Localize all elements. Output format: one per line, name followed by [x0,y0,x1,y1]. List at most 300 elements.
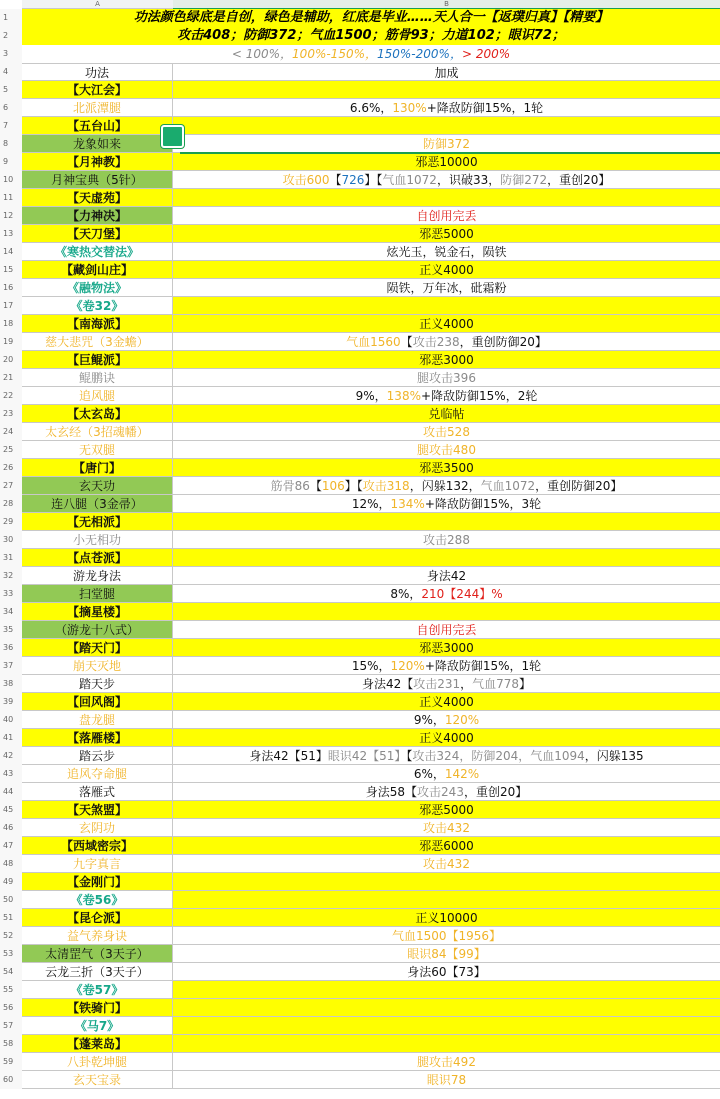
skill-cell[interactable]: 【大江会】 [22,81,173,99]
skill-cell[interactable]: 《卷56》 [22,891,173,909]
skill-cell[interactable]: 【铁骑门】 [22,999,173,1017]
bonus-text: 邪恶5000 [419,227,474,241]
skill-cell[interactable]: 【金刚门】 [22,873,173,891]
bonus-cell[interactable] [173,441,720,459]
bonus-text: 气血1500【1956】 [391,929,502,943]
bonus-text: ， [460,677,473,691]
row-number[interactable]: 37 [0,657,22,675]
sheet-row [0,27,720,45]
skill-cell[interactable]: 玄阴功 [22,819,173,837]
bonus-text: +降敌防御15%，3轮 [424,497,542,511]
table-row [0,135,720,153]
row-number[interactable]: 34 [0,603,22,621]
row-number[interactable]: 31 [0,549,22,567]
row-number[interactable]: 39 [0,693,22,711]
bonus-cell[interactable] [173,693,720,711]
bonus-text: ，识破33， [436,173,501,187]
bonus-text: ，重创防御20】 [459,335,547,349]
row-number[interactable]: 47 [0,837,22,855]
bonus-text: +降敌防御15%，1轮 [426,101,544,115]
bonus-text: 腿攻击492 [417,1055,476,1069]
bonus-text: 邪恶5000 [419,803,474,817]
row-number[interactable]: 7 [0,117,22,135]
bonus-text: 9%， [413,713,445,727]
row-number[interactable]: 49 [0,873,22,891]
table-row [0,405,720,423]
skill-cell[interactable]: 【天刀堡】 [22,225,173,243]
row-number[interactable]: 20 [0,351,22,369]
bonus-text: ，重创防御20】 [535,479,623,493]
table-row [0,657,720,675]
bonus-text: 气血1072 [382,173,437,187]
bonus-cell[interactable] [173,945,720,963]
skill-cell[interactable]: 【天煞盟】 [22,801,173,819]
bonus-text: 眼识78 [426,1073,467,1087]
row-number[interactable]: 1 [0,9,22,27]
skill-cell[interactable]: 慈大悲咒（3金蟾） [22,333,173,351]
bonus-text: 身法58【 [365,785,418,799]
bonus-cell[interactable] [173,315,720,333]
row-number[interactable]: 14 [0,243,22,261]
skill-cell[interactable]: 鲲鹏诀 [22,369,173,387]
bonus-cell[interactable] [173,387,720,405]
bonus-cell[interactable] [173,513,720,531]
skill-cell[interactable]: 崩天灭地 [22,657,173,675]
bonus-text: 】【 [344,479,363,493]
bonus-cell[interactable] [173,765,720,783]
bonus-text: 15%， [351,659,391,673]
bonus-text: 邪恶3500 [419,461,474,475]
skill-cell[interactable]: 【藏剑山庄】 [22,261,173,279]
bonus-cell[interactable] [173,81,720,99]
table-row [0,189,720,207]
bonus-cell[interactable] [173,297,720,315]
selection-border [180,152,720,154]
bonus-text: 210【244】% [421,587,503,601]
bonus-text: 12%， [351,497,391,511]
bonus-text: 134% [390,497,425,511]
table-row [0,729,720,747]
bonus-text: 【 [406,749,413,763]
table-row [0,909,720,927]
bonus-text: 9%， [355,389,387,403]
table-header-bonus[interactable]: 加成 [173,63,720,81]
skill-cell[interactable]: 扫堂腿 [22,585,173,603]
row-number[interactable]: 8 [0,135,22,153]
bonus-cell[interactable] [173,981,720,999]
skill-cell[interactable]: 【五台山】 [22,117,173,135]
bonus-text: 攻击528 [423,425,470,439]
row-number[interactable]: 42 [0,747,22,765]
table-row [0,153,720,171]
row-number[interactable]: 27 [0,477,22,495]
skill-cell[interactable]: 【蓬莱岛】 [22,1035,173,1053]
bonus-text: 攻击243 [417,785,464,799]
skill-cell[interactable]: 【力神决】 [22,207,173,225]
table-row [0,441,720,459]
skill-cell[interactable]: 龙象如来 [22,135,173,153]
skill-cell[interactable]: 《卷57》 [22,981,173,999]
bonus-cell[interactable] [173,207,720,225]
table-row [0,531,720,549]
row-number[interactable]: 59 [0,1053,22,1071]
row-number[interactable]: 12 [0,207,22,225]
row-number[interactable]: 35 [0,621,22,639]
bonus-cell[interactable] [173,1035,720,1053]
row-number[interactable]: 23 [0,405,22,423]
bonus-text: 攻击238 [412,335,460,349]
bonus-cell[interactable] [173,333,720,351]
table-row [0,279,720,297]
skill-cell[interactable]: 《马7》 [22,1017,173,1035]
row-number[interactable]: 6 [0,99,22,117]
bonus-text: 陨铁，万年冰，砒霜粉 [386,281,507,295]
bonus-cell[interactable] [173,783,720,801]
bonus-text: 兑临帖 [428,407,465,421]
bonus-text: 攻击231 [413,677,461,691]
bonus-text: 炫光玉，锐金石，陨铁 [386,245,507,259]
bonus-text: 正义4000 [419,731,474,745]
row-number[interactable]: 54 [0,963,22,981]
table-row [0,207,720,225]
table-row [0,99,720,117]
cell-selection-handle[interactable] [161,125,184,148]
table-row [0,117,720,135]
bonus-cell[interactable] [173,423,720,441]
bonus-cell[interactable] [173,261,720,279]
bonus-cell[interactable] [173,621,720,639]
skill-cell[interactable]: 【唐门】 [22,459,173,477]
skill-cell[interactable]: 【西域密宗】 [22,837,173,855]
table-row [0,315,720,333]
skill-cell[interactable]: 踏云步 [22,747,173,765]
bonus-text: 腿攻击480 [417,443,476,457]
skill-cell[interactable]: 太清罡气（3天子） [22,945,173,963]
row-number[interactable]: 32 [0,567,22,585]
bonus-cell[interactable] [173,855,720,873]
table-row [0,927,720,945]
table-row [0,855,720,873]
skill-cell[interactable]: 连八腿（3金帚） [22,495,173,513]
table-row [0,513,720,531]
skill-cell[interactable]: 益气养身诀 [22,927,173,945]
table-row [0,1017,720,1035]
bonus-text: 防御272 [500,173,548,187]
table-row [0,819,720,837]
bonus-cell[interactable] [173,711,720,729]
skill-cell[interactable]: 【落雁楼】 [22,729,173,747]
table-row [0,747,720,765]
header-note-line2[interactable]: 攻击408；防御372；气血1500；筋骨93；力道102；眼识72； [22,27,720,45]
bonus-text: 106 [321,479,345,493]
bonus-text: 自创用完丢 [416,623,477,637]
skill-cell[interactable]: 踏天步 [22,675,173,693]
bonus-cell[interactable] [173,999,720,1017]
skill-cell[interactable]: （游龙十八式） [22,621,173,639]
legend-item: 150%-200%， [377,47,462,61]
skill-cell[interactable]: 月神宝典（5针） [22,171,173,189]
row-number[interactable]: 53 [0,945,22,963]
bonus-text: 攻击432 [423,857,470,871]
bonus-cell[interactable] [173,243,720,261]
row-number[interactable]: 10 [0,171,22,189]
bonus-text: 】 [519,677,532,691]
table-row [0,873,720,891]
bonus-text: 8%， [390,587,422,601]
bonus-cell[interactable] [173,603,720,621]
column-header-a[interactable]: A [22,0,173,9]
table-row [0,243,720,261]
bonus-cell[interactable] [173,135,720,153]
bonus-cell[interactable] [173,909,720,927]
skill-cell[interactable]: 太玄经（3招魂幡） [22,423,173,441]
bonus-cell[interactable] [173,99,720,117]
bonus-cell[interactable] [173,675,720,693]
bonus-text: +降敌防御15%，2轮 [420,389,538,403]
table-row [0,783,720,801]
row-number[interactable]: 4 [0,63,22,81]
row-number[interactable]: 45 [0,801,22,819]
bonus-cell[interactable] [173,585,720,603]
row-number[interactable]: 11 [0,189,22,207]
bonus-text: ，重创20】 [547,173,611,187]
row-number[interactable]: 26 [0,459,22,477]
bonus-text: 腿攻击396 [417,371,476,385]
bonus-cell[interactable] [173,549,720,567]
table-row [0,1071,720,1089]
row-number[interactable]: 38 [0,675,22,693]
table-row [0,621,720,639]
skill-cell[interactable]: 《卷32》 [22,297,173,315]
skill-cell[interactable]: 无双腿 [22,441,173,459]
table-row [0,351,720,369]
row-number[interactable]: 44 [0,783,22,801]
bonus-text: 正义4000 [419,317,474,331]
table-row [0,297,720,315]
row-number[interactable]: 52 [0,927,22,945]
skill-cell[interactable]: 云龙三折（3天子） [22,963,173,981]
bonus-text: 【 [309,479,322,493]
skill-cell[interactable]: 【月神教】 [22,153,173,171]
skill-cell[interactable]: 《寒热交替法》 [22,243,173,261]
row-number[interactable]: 51 [0,909,22,927]
bonus-cell[interactable] [173,369,720,387]
bonus-text: 气血1072 [480,479,536,493]
skill-cell[interactable]: 【南海派】 [22,315,173,333]
bonus-text: 气血778 [472,677,520,691]
table-row [0,765,720,783]
bonus-cell[interactable] [173,1017,720,1035]
skill-cell[interactable]: 追风夺命腿 [22,765,173,783]
bonus-cell[interactable] [173,189,720,207]
bonus-cell[interactable] [173,1053,720,1071]
row-number[interactable]: 41 [0,729,22,747]
row-number[interactable]: 50 [0,891,22,909]
skill-cell[interactable]: 【摘星楼】 [22,603,173,621]
row-number[interactable]: 17 [0,297,22,315]
bonus-text: 邪恶3000 [419,641,474,655]
bonus-cell[interactable] [173,567,720,585]
bonus-cell[interactable] [173,729,720,747]
table-row [0,1053,720,1071]
bonus-text: 【 [329,173,342,187]
bonus-text: 】【 [364,173,383,187]
bonus-text: ，闪躲132， [409,479,481,493]
bonus-cell[interactable] [173,801,720,819]
bonus-text: 726 [341,173,365,187]
table-row [0,495,720,513]
row-number[interactable]: 25 [0,441,22,459]
bonus-text: 邪恶3000 [419,353,474,367]
bonus-cell[interactable] [173,531,720,549]
skill-cell[interactable]: 《融物法》 [22,279,173,297]
bonus-cell[interactable] [173,747,720,765]
table-row [0,945,720,963]
row-number[interactable]: 2 [0,27,22,45]
row-number[interactable]: 46 [0,819,22,837]
bonus-text: 138% [386,389,421,403]
row-number[interactable]: 55 [0,981,22,999]
row-number[interactable]: 9 [0,153,22,171]
bonus-cell[interactable] [173,459,720,477]
table-row [0,837,720,855]
row-number[interactable]: 40 [0,711,22,729]
bonus-text: 筋骨86 [270,479,310,493]
table-row [0,369,720,387]
row-number[interactable]: 58 [0,1035,22,1053]
bonus-text: 身法60【73】 [407,965,486,979]
row-number[interactable]: 3 [0,45,22,63]
bonus-text: 邪恶6000 [419,839,474,853]
bonus-text: 6%， [413,767,445,781]
column-header-b[interactable]: B [173,0,720,10]
skill-cell[interactable]: 八卦乾坤腿 [22,1053,173,1071]
row-number[interactable]: 36 [0,639,22,657]
skill-cell[interactable]: 玄天宝录 [22,1071,173,1089]
table-row [0,999,720,1017]
bonus-cell[interactable] [173,657,720,675]
bonus-cell[interactable] [173,963,720,981]
color-legend[interactable] [22,45,720,63]
row-number[interactable]: 21 [0,369,22,387]
table-row [0,459,720,477]
row-number[interactable]: 24 [0,423,22,441]
sheet-row [0,63,720,81]
bonus-text: 眼识42【51】 [327,749,407,763]
row-number[interactable]: 18 [0,315,22,333]
bonus-cell[interactable] [173,495,720,513]
bonus-text: 攻击324，防御204，气血1094 [412,749,585,763]
bonus-text: 自创用完丢 [416,209,477,223]
table-row [0,693,720,711]
table-row [0,549,720,567]
skill-cell[interactable]: 追风腿 [22,387,173,405]
row-number[interactable]: 29 [0,513,22,531]
bonus-cell[interactable] [173,153,720,171]
table-row [0,891,720,909]
bonus-cell[interactable] [173,405,720,423]
bonus-text: 身法42【 [361,677,414,691]
legend-item: 100%-150%， [292,47,377,61]
skill-cell[interactable]: 北派潭腿 [22,99,173,117]
legend-item: > 200% [461,47,511,61]
table-row [0,171,720,189]
row-number[interactable]: 60 [0,1071,22,1089]
bonus-cell[interactable] [173,117,720,135]
row-number[interactable]: 15 [0,261,22,279]
bonus-cell[interactable] [173,171,720,189]
row-number[interactable]: 28 [0,495,22,513]
bonus-cell[interactable] [173,819,720,837]
table-row [0,81,720,99]
row-number[interactable]: 19 [0,333,22,351]
skill-cell[interactable]: 【无相派】 [22,513,173,531]
bonus-cell[interactable] [173,639,720,657]
bonus-cell[interactable] [173,891,720,909]
legend-item: < 100%， [231,47,293,61]
table-row [0,567,720,585]
row-number[interactable]: 16 [0,279,22,297]
bonus-text: 攻击432 [423,821,470,835]
row-number[interactable]: 56 [0,999,22,1017]
row-number[interactable]: 43 [0,765,22,783]
skill-cell[interactable]: 玄天功 [22,477,173,495]
bonus-text: 攻击318 [362,479,410,493]
bonus-cell[interactable] [173,225,720,243]
skill-cell[interactable]: 九字真言 [22,855,173,873]
row-number[interactable]: 33 [0,585,22,603]
skill-cell[interactable]: 【昆仑派】 [22,909,173,927]
bonus-text: +降敌防御15%，1轮 [424,659,542,673]
skill-cell[interactable]: 【太玄岛】 [22,405,173,423]
bonus-text: 气血1560 [346,335,401,349]
skill-cell[interactable]: 【踏天门】 [22,639,173,657]
bonus-cell[interactable] [173,837,720,855]
bonus-cell[interactable] [173,477,720,495]
table-header-skill[interactable]: 功法 [22,63,173,81]
table-row [0,675,720,693]
bonus-cell[interactable] [173,873,720,891]
bonus-cell[interactable] [173,351,720,369]
row-number[interactable]: 48 [0,855,22,873]
skill-cell[interactable]: 游龙身法 [22,567,173,585]
table-row [0,711,720,729]
skill-cell[interactable]: 【点苍派】 [22,549,173,567]
bonus-cell[interactable] [173,927,720,945]
bonus-text: 正义4000 [419,263,474,277]
skill-cell[interactable]: 【巨鲲派】 [22,351,173,369]
row-number[interactable]: 57 [0,1017,22,1035]
skill-cell[interactable]: 盘龙腿 [22,711,173,729]
skill-cell[interactable]: 落雁式 [22,783,173,801]
skill-cell[interactable]: 【回风阁】 [22,693,173,711]
bonus-text: 正义4000 [419,695,474,709]
bonus-cell[interactable] [173,279,720,297]
bonus-text: ，闪躲135 [584,749,644,763]
row-number[interactable]: 30 [0,531,22,549]
skill-cell[interactable]: 【天虚苑】 [22,189,173,207]
skill-cell[interactable]: 小无相功 [22,531,173,549]
header-note-line1[interactable]: 功法颜色绿底是自创，绿色是辅助，红底是毕业……天人合一【返璞归真】【精要】 [22,9,720,27]
bonus-text: 【 [400,335,413,349]
table-row [0,333,720,351]
bonus-cell[interactable] [173,1071,720,1089]
row-number[interactable]: 5 [0,81,22,99]
bonus-text: 120% [444,713,480,727]
table-row [0,1035,720,1053]
row-number[interactable]: 22 [0,387,22,405]
row-number[interactable]: 13 [0,225,22,243]
